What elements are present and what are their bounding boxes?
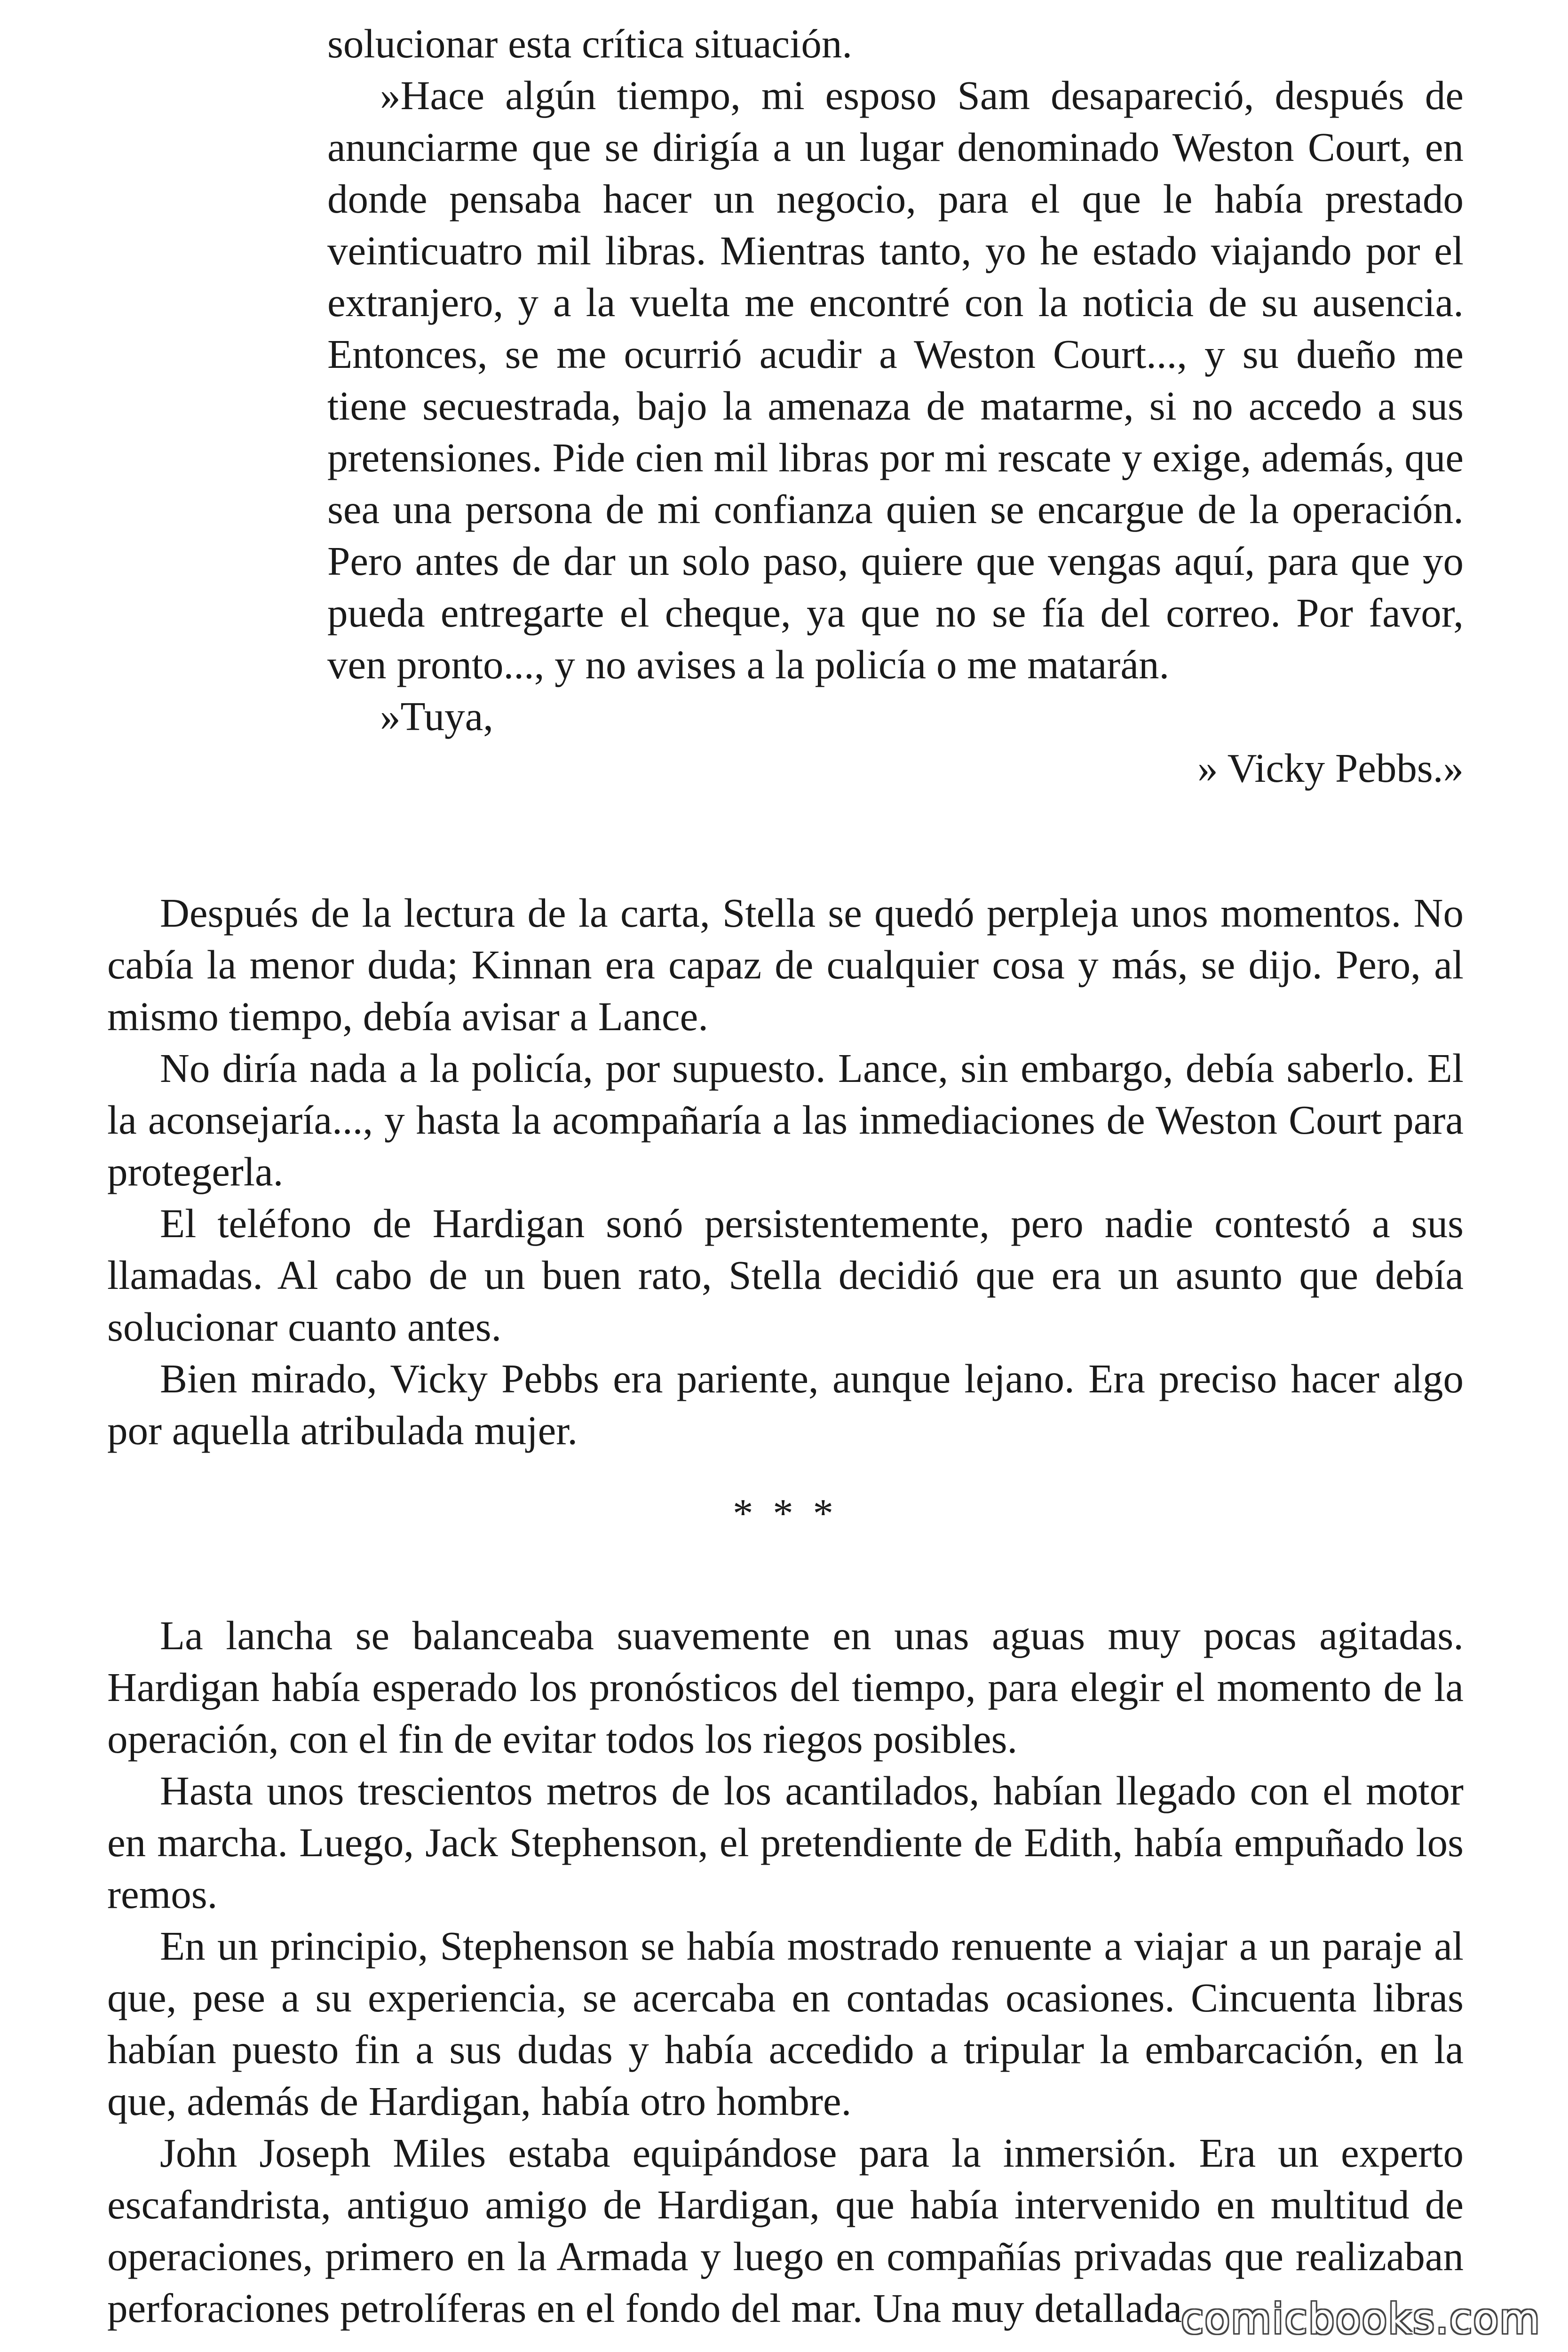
paragraph: Después de la lectura de la carta, Stella se quedó perpleja unos momentos. No cabía la menor duda; Kinnan era capaz de cualquier cosa y más, se dijo. Pero, al mismo tiempo, debía avisar a Lance. [107,890,1464,1039]
paragraph: Bien mirado, Vicky Pebbs era pariente, aunque lejano. Era preciso hacer algo por aquella atribulada mujer. [107,1356,1464,1453]
paragraph: No diría nada a la policía, por supuesto. Lance, sin embargo, debía saberlo. El la aconsejaría..., y hasta la acompañaría a las inmediaciones de Weston Court para protegerla. [107,1045,1464,1194]
letter-paragraph: »Hace algún tiempo, mi esposo Sam desapareció, después de anunciarme que se dirigía a un lugar denominado Weston Court, en donde pensaba hacer un negocio, para el que le había prestado veinticuatro mil libras. Mientras tanto, yo he estado viajando por el extranjero, y a la vuelta me encontré con la noticia de su ausencia. Entonces, se me ocurrió acudir a Weston Court..., y su dueño me tiene secuestrada, bajo la amenaza de matarme, si no accedo a sus pretensiones. Pide cien mil libras por mi rescate y exige, además, que sea una persona de mi confianza quien se encargue de la operación. Pero antes de dar un solo paso, quiere que vengas aquí, para que yo pueda entregarte el cheque, ya que no se fía del correo. Por favor, ven pronto..., y no avises a la policía o me matarán. [327,72,1464,687]
paragraph: En un principio, Stephenson se había mostrado renuente a viajar a un paraje al que, pese a su experiencia, se acercaba en contadas ocasiones. Cincuenta libras habían puesto fin a sus dudas y había accedido a tripular la embarcación, en la que, además de Hardigan, había otro hombre. [107,1923,1464,2124]
paragraph: La lancha se balanceaba suavemente en unas aguas muy pocas agitadas. Hardigan había esperado los pronósticos del tiempo, para elegir el momento de la operación, con el fin de evitar todos los riegos posibles. [107,1613,1464,1762]
body-text [107,887,1464,2334]
section-separator: * * * [733,1490,838,1536]
letter-signature: » Vicky Pebbs.» [1197,745,1464,791]
watermark: comicbooks.com [1180,2295,1541,2343]
quoted-letter [327,18,1464,794]
paragraph: El teléfono de Hardigan sonó persistentemente, pero nadie contestó a sus llamadas. Al cabo de un buen rato, Stella decidió que era un asunto que debía solucionar cuanto antes. [107,1200,1464,1350]
letter-closing: »Tuya, [380,693,493,739]
paragraph: John Joseph Miles estaba equipándose para la inmersión. Era un experto escafandrista, antiguo amigo de Hardigan, que había intervenido en multitud de operaciones, primero en la Armada y luego en compañías privadas que realizaban perforaciones petrolíferas en el fondo del mar. Una muy detallada [107,2130,1464,2331]
paragraph: Hasta unos trescientos metros de los acantilados, habían llegado con el motor en marcha. Luego, Jack Stephenson, el pretendiente de Edith, había empuñado los remos. [107,1768,1464,1917]
letter-paragraph: solucionar esta crítica situación. [327,21,853,66]
